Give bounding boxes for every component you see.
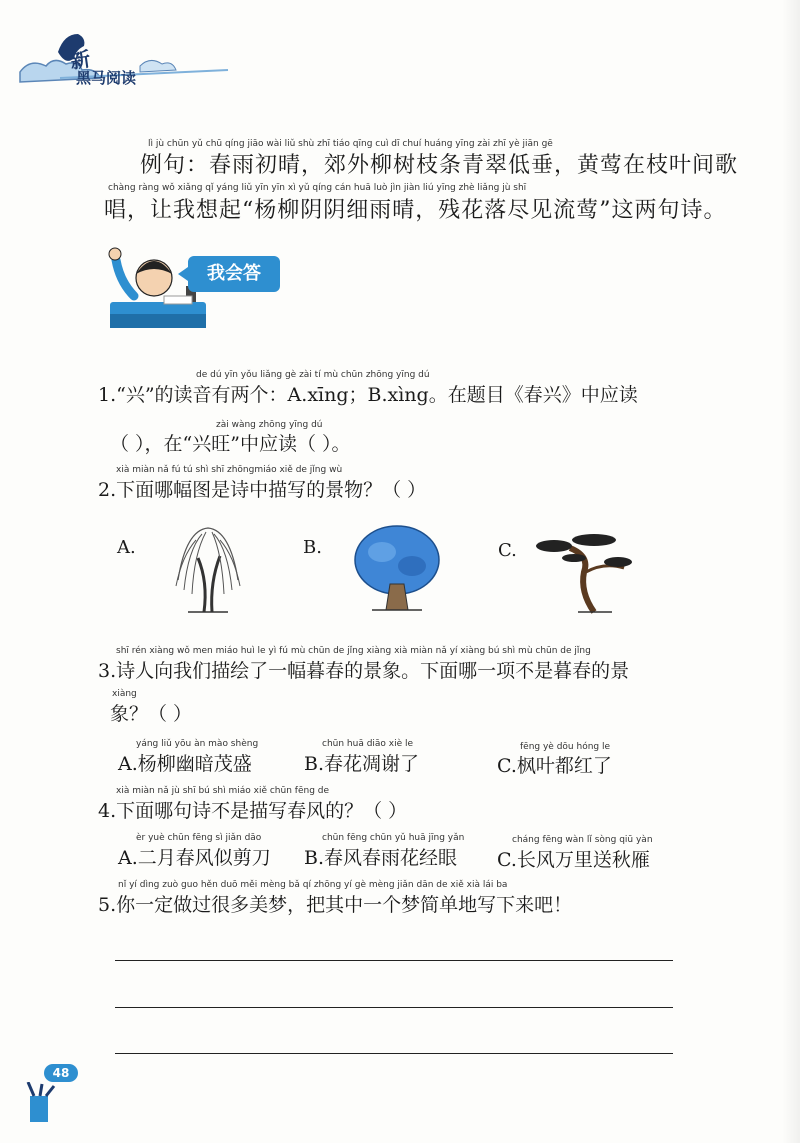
question-2-text[interactable]: 2.下面哪幅图是诗中描写的景物？（ ） [98, 479, 427, 501]
q3-option-c[interactable]: C.枫叶都红了 [497, 755, 612, 777]
round-blue-tree-icon[interactable] [352, 522, 442, 614]
q3-option-c-pinyin: fēng yè dōu hóng le [520, 742, 611, 752]
example-line2-pinyin: chàng ràng wǒ xiǎng qǐ yáng liǔ yīn yīn xì yǔ qíng cán huā luò jìn jiàn liú yīng zhè liǎng jù shī [108, 183, 527, 193]
question-1-text: 1.“兴”的读音有两个：A.xīng；B.xìng。在题目《春兴》中应读 [98, 384, 638, 406]
header-title: 黑马阅读 [76, 69, 137, 87]
question-4-text[interactable]: 4.下面哪句诗不是描写春风的？（ ） [98, 800, 408, 822]
header-logo [0, 0, 260, 110]
q3-pinyin-1: shī rén xiàng wǒ men miáo huì le yì fú mù chūn de jǐng xiàng xià miàn nǎ yí xiàng bú shì mù chūn de jǐng [116, 646, 591, 656]
question-3-text: 3.诗人向我们描绘了一幅暮春的景象。下面哪一项不是暮春的景 [98, 660, 630, 682]
example-line1: 例句：春雨初晴，郊外柳树枝条青翠低垂，黄莺在枝叶间歌 [140, 153, 739, 178]
q4-pinyin: xià miàn nǎ jù shī bú shì miáo xiě chūn fēng de [116, 786, 330, 796]
example-line2: 唱，让我想起“杨柳阴阴细雨晴，残花落尽见流莺”这两句诗。 [104, 198, 727, 223]
answer-line-2[interactable] [115, 1007, 673, 1008]
q3-option-b-pinyin: chūn huā diāo xiè le [322, 739, 414, 749]
q2-pinyin: xià miàn nǎ fú tú shì shī zhōngmiáo xiě de jǐng wù [116, 465, 343, 475]
q2-option-b-label[interactable]: B. [303, 537, 322, 558]
q3-option-a[interactable]: A.杨柳幽暗茂盛 [118, 753, 252, 775]
section-badge: 我会答 [188, 256, 280, 292]
q5-pinyin: nǐ yí dìng zuò guo hěn duō měi mèng bǎ qí zhōng yí gè mèng jiǎn dān de xiě xià lái ba [118, 880, 508, 890]
answer-line-3[interactable] [115, 1053, 673, 1054]
q3-option-b[interactable]: B.春花凋谢了 [304, 753, 420, 775]
question-1-blanks[interactable]: （ ），在“兴旺”中应读（ ）。 [110, 433, 351, 455]
q4-option-c-pinyin: cháng fēng wàn lǐ sòng qiū yàn [512, 835, 653, 845]
pine-tree-icon[interactable] [534, 528, 634, 616]
header-new-char: 新 [68, 46, 92, 74]
example-line1-pinyin: lì jù chūn yǔ chū qíng jiāo wài liǔ shù zhī tiáo qīng cuì dī chuí huáng yīng zài zhī yè jiān gē [148, 139, 553, 149]
cloud-horse-icon [0, 0, 260, 110]
q4-option-a[interactable]: A.二月春风似剪刀 [118, 847, 271, 869]
question-3-answer[interactable]: 象？（ ） [110, 703, 193, 725]
answer-line-1[interactable] [115, 960, 673, 961]
page-edge-shadow [782, 0, 800, 1143]
q1-pinyin-1: de dú yīn yǒu liǎng gè zài tí mù chūn zhōng yīng dú [196, 370, 430, 380]
page-number: 48 [44, 1064, 78, 1082]
q2-option-a-label[interactable]: A. [117, 537, 136, 558]
question-5-text: 5.你一定做过很多美梦，把其中一个梦简单地写下来吧！ [98, 894, 573, 916]
q3-pinyin-2: xiàng [112, 689, 137, 699]
willow-tree-icon[interactable] [168, 520, 248, 616]
q4-option-c[interactable]: C.长风万里送秋雁 [497, 849, 650, 871]
q4-option-a-pinyin: èr yuè chūn fēng sì jiǎn dāo [136, 833, 262, 843]
pencil-cup-icon [22, 1082, 62, 1126]
q4-option-b[interactable]: B.春风春雨花经眼 [304, 847, 458, 869]
q1-pinyin-2: zài wàng zhōng yīng dú [216, 420, 323, 430]
q2-option-c-label[interactable]: C. [498, 540, 517, 561]
q4-option-b-pinyin: chūn fēng chūn yǔ huā jīng yǎn [322, 833, 465, 843]
q3-option-a-pinyin: yáng liǔ yōu àn mào shèng [136, 739, 259, 749]
